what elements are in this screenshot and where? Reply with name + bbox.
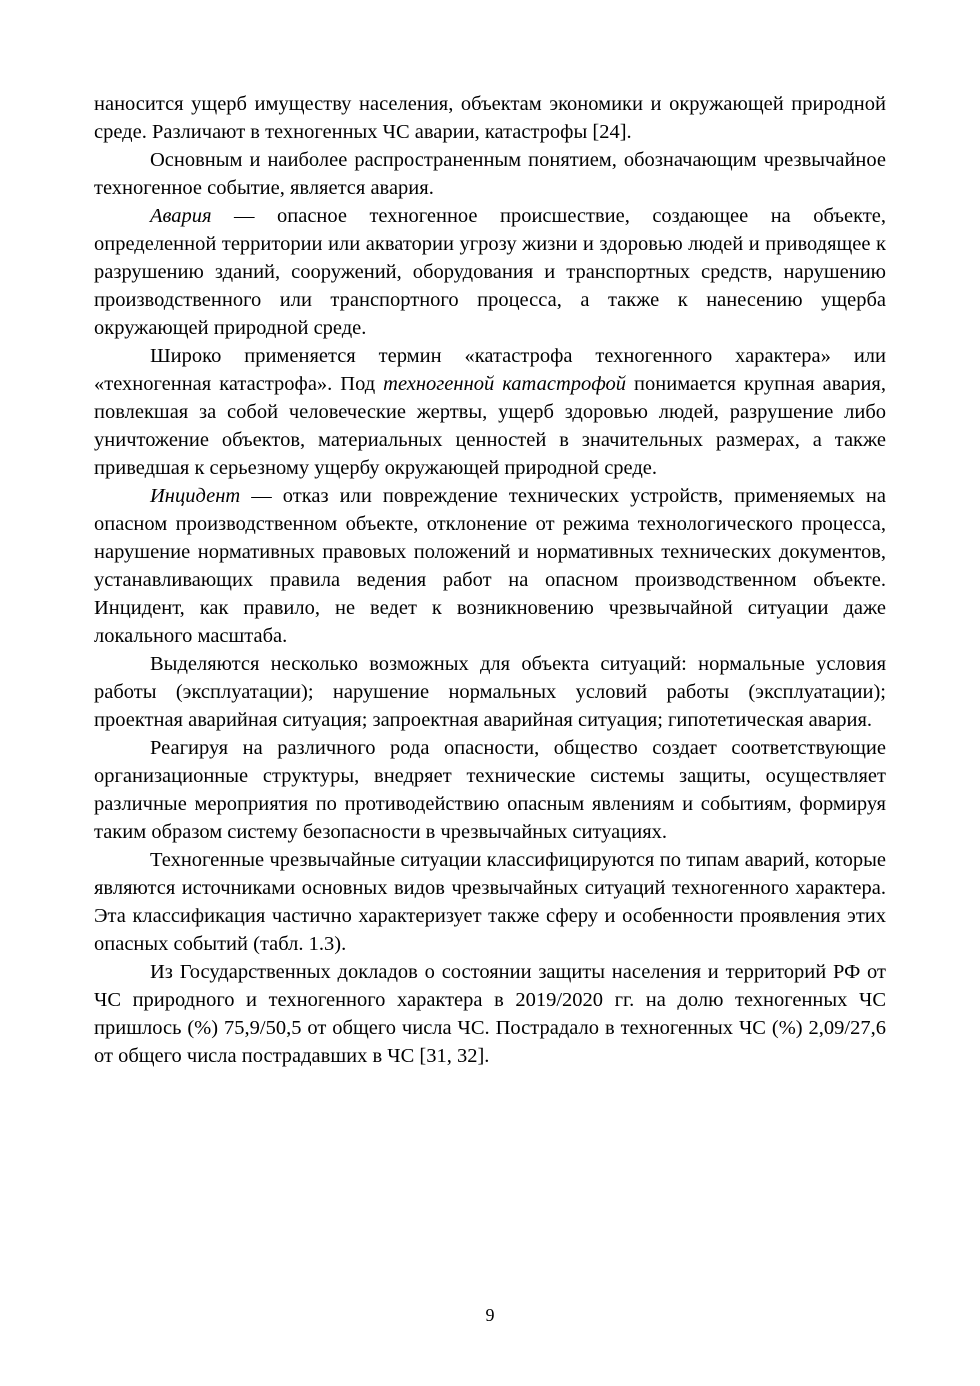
paragraph-2: Основным и наиболее распространенным понятием, обозначающим чрезвычайное техногенное событие, является авария. xyxy=(94,149,886,199)
paragraph-4 xyxy=(94,342,886,482)
term-incident: Инцидент xyxy=(150,485,241,507)
paragraph-4-before: Широко применяется термин «катастрофа техногенного характера» или «техногенная катастрофа». Под xyxy=(94,345,886,395)
paragraph-9: Из Государственных докладов о состоянии защиты населения и территорий РФ от ЧС природного и техногенного характера в 2019/2020 гг. на долю техногенных ЧС пришлось (%) 75,9/50,5 от общего числа ЧС. Пострадало в техногенных ЧС (%) 2,09/27,6 от общего числа пострадавших в ЧС [31, 32]. xyxy=(94,961,886,1067)
paragraph-3 xyxy=(94,202,886,342)
paragraph-5 xyxy=(94,482,886,650)
page-number: 9 xyxy=(485,1305,495,1325)
paragraph-5-text: — отказ или повреждение технических устройств, применяемых на опасном производственном объекте, отклонение от режима технологического процесса, нарушение нормативных правовых положений и нормативных технических документов, устанавливающих правила ведения работ на опасном производственном объекте. Инцидент, как правило, не ведет к возникновению чрезвычайной ситуации даже локального масштаба. xyxy=(94,485,886,647)
paragraph-4-after: понимается крупная авария, повлекшая за собой человеческие жертвы, ущерб здоровью людей, разрушение либо уничтожение объектов, материальных ценностей в значительных размерах, а также приведшая к серьезному ущербу окружающей природной среде. xyxy=(94,373,886,479)
paragraph-6: Выделяются несколько возможных для объекта ситуаций: нормальные условия работы (эксплуатации); нарушение нормальных условий работы (эксплуатации); проектная аварийная ситуация; запроектная аварийная ситуация; гипотетическая авария. xyxy=(94,653,886,731)
term-avaria: Авария xyxy=(150,205,212,227)
paragraph-3-text: — опасное техногенное происшествие, создающее на объекте, определенной территории или акватории угрозу жизни и здоровью людей и приводящее к разрушению зданий, сооружений, оборудования и транспортных средств, нарушению производственного или транспортного процесса, а также к нанесению ущерба окружающей природной среде. xyxy=(94,205,886,339)
paragraph-1: наносится ущерб имуществу населения, объектам экономики и окружающей природной среде. Различают в техногенных ЧС аварии, катастрофы [24]. xyxy=(94,93,886,143)
paragraph-7: Реагируя на различного рода опасности, общество создает соответствующие организационные структуры, внедряет технические системы защиты, осуществляет различные мероприятия по противодействию опасным явлениям и событиям, формируя таким образом систему безопасности в чрезвычайных ситуациях. xyxy=(94,737,886,843)
term-technogenic-catastrophe: техногенной катастрофой xyxy=(383,373,627,395)
body-text xyxy=(94,90,886,1070)
paragraph-8: Техногенные чрезвычайные ситуации классифицируются по типам аварий, которые являются источниками основных видов чрезвычайных ситуаций техногенного характера. Эта классификация частично характеризует также сферу и особенности проявления этих опасных событий (табл. 1.3). xyxy=(94,849,886,955)
